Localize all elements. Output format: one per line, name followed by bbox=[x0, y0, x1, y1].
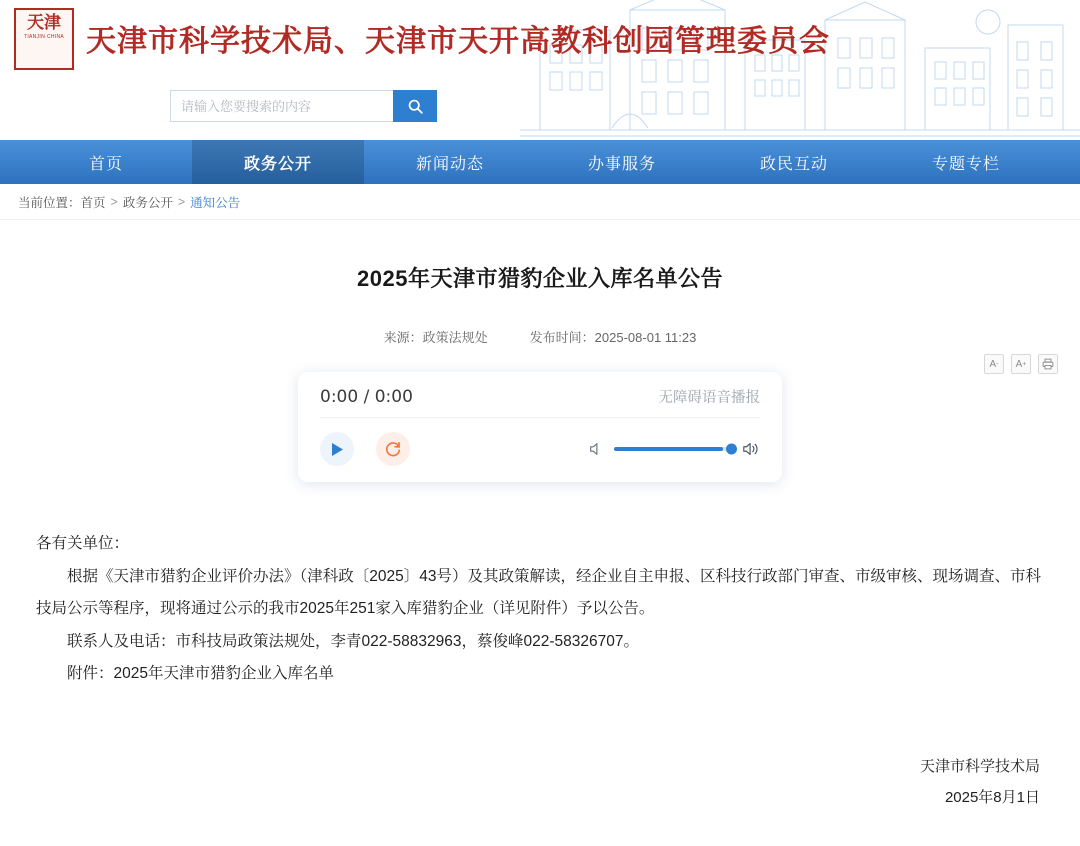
page-title: 2025年天津市猎豹企业入库名单公告 bbox=[357, 266, 723, 291]
audio-player-controls bbox=[320, 418, 760, 466]
article-attachment-link[interactable]: 附件：2025年天津市猎豹企业入库名单 bbox=[67, 665, 334, 683]
article-publish-label: 发布时间： bbox=[529, 330, 595, 345]
volume-mute-icon[interactable] bbox=[588, 441, 604, 457]
article-body bbox=[18, 528, 1062, 691]
volume-slider-knob[interactable] bbox=[726, 444, 737, 455]
audio-player-header bbox=[320, 386, 760, 418]
logo-text: 天津 bbox=[27, 13, 61, 32]
nav-label: 办事服务 bbox=[587, 155, 656, 173]
breadcrumb-separator: > bbox=[110, 194, 118, 209]
search-icon bbox=[407, 98, 424, 115]
signature-date: 2025年8月1日 bbox=[944, 789, 1040, 807]
nav-item-home[interactable] bbox=[20, 140, 192, 184]
logo-subtext: TIANJIN·CHINA bbox=[23, 33, 64, 40]
replay-button[interactable] bbox=[376, 432, 410, 466]
font-increase-sup: + bbox=[1022, 360, 1027, 368]
font-increase-label: A bbox=[1015, 358, 1023, 370]
nav-item-services[interactable] bbox=[536, 140, 708, 184]
search-button[interactable] bbox=[393, 90, 437, 122]
breadcrumb-prefix: 当前位置： bbox=[18, 195, 81, 210]
site-header bbox=[0, 0, 1080, 140]
replay-icon bbox=[384, 440, 402, 458]
print-icon bbox=[1042, 358, 1054, 370]
article-paragraph: 根据《天津市猎豹企业评价办法》（津科政〔2025〕43号）及其政策解读，经企业自主申报、区科技行政部门审查、市级审核、现场调查、市科技局公示等程序，现将通过公示的我市2025年251家入库猎豹企业（详见附件）予以公告。 bbox=[36, 567, 1041, 618]
nav-item-government-affairs[interactable] bbox=[192, 140, 364, 184]
font-decrease-sup: - bbox=[996, 360, 999, 368]
volume-area bbox=[588, 440, 760, 458]
article-tools bbox=[984, 354, 1058, 374]
article-paragraph: 各有关单位： bbox=[36, 535, 130, 552]
play-icon bbox=[330, 442, 344, 457]
font-decrease-label: A bbox=[989, 358, 997, 370]
article-container bbox=[0, 262, 1080, 814]
audio-player bbox=[298, 372, 782, 482]
nav-label: 政民互动 bbox=[759, 155, 828, 173]
article-publish-value: 2025-08-01 11:23 bbox=[594, 330, 697, 345]
audio-time-display: 0:00 / 0:00 bbox=[320, 386, 413, 407]
main-navigation bbox=[0, 140, 1080, 184]
article-signature bbox=[18, 751, 1062, 814]
breadcrumb-separator: > bbox=[177, 194, 186, 209]
nav-item-news[interactable] bbox=[364, 140, 536, 184]
breadcrumb-item-government-affairs[interactable]: 政务公开 bbox=[122, 195, 173, 210]
print-button[interactable] bbox=[1038, 354, 1058, 374]
breadcrumb-item-home[interactable]: 首页 bbox=[80, 195, 106, 210]
article-paragraph: 联系人及电话：市科技局政策法规处，李青022-58832963，蔡俊峰022-58326707。 bbox=[67, 632, 639, 650]
article-source-label: 来源： bbox=[383, 330, 423, 345]
site-title: 天津市科学技术局、天津市天开高教科创园管理委员会 bbox=[86, 24, 830, 59]
site-logo[interactable] bbox=[14, 8, 74, 70]
signature-organization: 天津市科学技术局 bbox=[919, 757, 1040, 775]
search-input[interactable] bbox=[170, 90, 393, 122]
volume-slider[interactable] bbox=[614, 447, 732, 451]
nav-item-special-topics[interactable] bbox=[880, 140, 1052, 184]
article-meta bbox=[18, 327, 1062, 346]
article-source-value: 政策法规处 bbox=[422, 330, 488, 345]
nav-label: 专题专栏 bbox=[931, 155, 1000, 173]
article-publish-time bbox=[530, 327, 697, 346]
volume-slider-fill bbox=[614, 447, 723, 451]
search-bar bbox=[170, 90, 437, 122]
play-button[interactable] bbox=[320, 432, 354, 466]
breadcrumb-item-notices[interactable]: 通知公告 bbox=[190, 195, 241, 210]
nav-item-interaction[interactable] bbox=[708, 140, 880, 184]
audio-player-label: 无障碍语音播报 bbox=[658, 390, 760, 406]
nav-label: 首页 bbox=[88, 155, 123, 173]
nav-label: 新闻动态 bbox=[415, 155, 484, 173]
breadcrumb bbox=[0, 184, 1080, 220]
font-decrease-button[interactable] bbox=[984, 354, 1004, 374]
font-increase-button[interactable] bbox=[1011, 354, 1031, 374]
volume-high-icon[interactable] bbox=[742, 440, 760, 458]
nav-label: 政务公开 bbox=[243, 155, 312, 173]
article-source bbox=[384, 327, 488, 346]
